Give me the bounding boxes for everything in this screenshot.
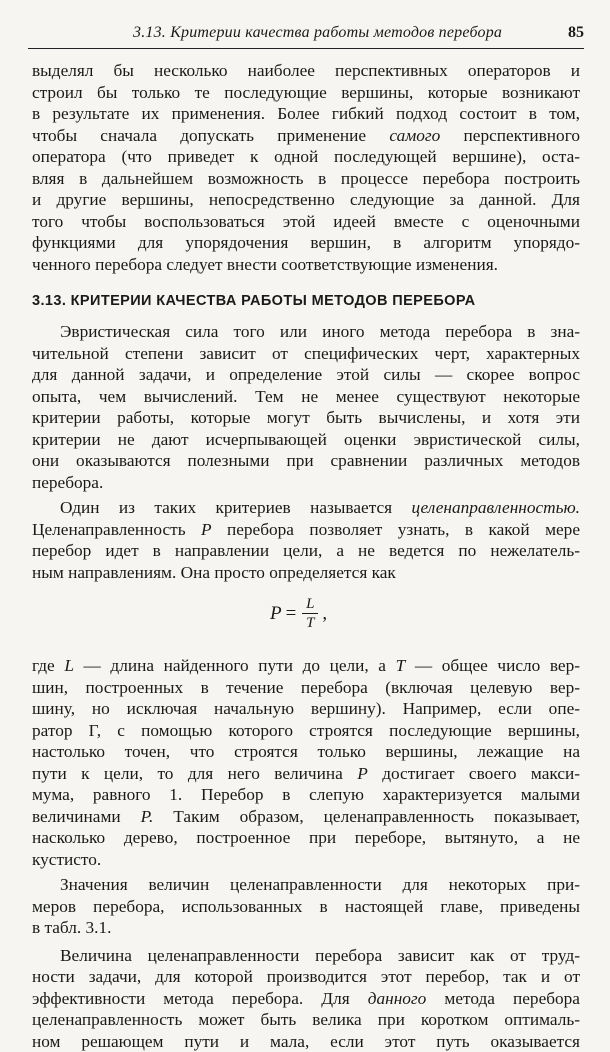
formula-block (32, 583, 580, 645)
text-line: функциями для упорядочения вершин, в алгоритм упорядо- (32, 232, 580, 254)
page-body (32, 60, 580, 1052)
text-line: они оказываются полезными при сравнении различных методов (32, 450, 580, 472)
section-heading: 3.13. КРИТЕРИИ КАЧЕСТВА РАБОТЫ МЕТОДОВ ПЕРЕБОРА (32, 293, 580, 309)
text-line: настолько точен, что строятся только вершины, лежащие на (32, 741, 580, 763)
text-line: чительной степени зависит от специфических черт, характерных (32, 343, 580, 365)
paragraph-heuristic-power (32, 321, 580, 493)
text-line: строил бы только те последующие вершины, которые возникают (32, 82, 580, 104)
fraction: $\frac{L}{T}$ (302, 595, 318, 632)
text-line: вляя в дальнейшем возможность в процессе перебора построить (32, 168, 580, 190)
text-line: Один из таких критериев называется целенаправленностью. (32, 497, 580, 519)
text-line: меров перебора, использованных в настоящей главе, приведены (32, 896, 580, 918)
text-line: ности задачи, для которой производится этот перебор, так и от (32, 966, 580, 988)
text-line: кустисто. (32, 849, 580, 871)
text-line: в табл. 3.1. (32, 917, 580, 939)
text-line: Целенаправленность P перебора позволяет узнать, в какой мере (32, 519, 580, 541)
text-line: критерии не дают исчерпывающей оценки эвристической силы, (32, 429, 580, 451)
text-line: и другие вершины, непосредственно следующие за данной. Для (32, 189, 580, 211)
text-line: шину, но исключая начальную вершину). Например, если опе- (32, 698, 580, 720)
text-line: в результате их применения. Более гибкий подход состоит в том, (32, 103, 580, 125)
page-number: 85 (568, 24, 584, 42)
paragraph-definition (32, 497, 580, 583)
paragraph-continuation (32, 60, 580, 275)
formula: P = $\frac{L}{T}$ , (270, 595, 327, 632)
text-line: того чтобы воспользоваться этой идеей вместе с оценочными (32, 211, 580, 233)
text-line: Величина целенаправленности перебора зависит как от труд- (32, 945, 580, 967)
text-line: мума, равного 1. Перебор в слепую характеризуется малыми (32, 784, 580, 806)
text-line: ченного перебора следует внести соответствующие изменения. (32, 254, 580, 276)
paragraph-table-ref (32, 874, 580, 939)
emphasis: самого (389, 126, 440, 145)
text-line: чтобы сначала допускать применение самого перспективного (32, 125, 580, 147)
text-line: где L — длина найденного пути до цели, а T — общее число вер- (32, 655, 580, 677)
text-line: критерии работы, которые могут быть вычислены, и хотя эти (32, 407, 580, 429)
text-line: шин, построенных в течение перебора (включая целевую вер- (32, 677, 580, 699)
paragraph-explanation (32, 655, 580, 870)
text-line: ном решающем пути и мала, если этот путь оказывается (32, 1031, 580, 1052)
text-line: Значения величин целенаправленности для некоторых при- (32, 874, 580, 896)
text-line: перебор идет в направлении цели, а не ведется по нежелатель- (32, 540, 580, 562)
paragraph-dependence (32, 945, 580, 1052)
text-line: опыта, чем вычислений. Тем не менее существуют некоторые (32, 386, 580, 408)
term: целенаправленностью. (411, 498, 580, 517)
text-line: целенаправленность может быть велика при коротком оптималь- (32, 1009, 580, 1031)
text-line: эффективности метода перебора. Для данного метода перебора (32, 988, 580, 1010)
text-line: перебора. (32, 472, 580, 494)
running-head: 3.13. Критерии качества работы методов перебора (133, 24, 502, 42)
page-header (28, 18, 584, 49)
text-line: ратор Г, с помощью которого строятся последующие вершины, (32, 720, 580, 742)
text-line: Эвристическая сила того или иного метода перебора в зна- (32, 321, 580, 343)
text-line: величинами P. Таким образом, целенаправленность показывает, (32, 806, 580, 828)
text-line: оператора (что приведет к одной последующей вершине), оста- (32, 146, 580, 168)
text-line: ным направлениям. Она просто определяется как (32, 562, 580, 584)
text-line: пути к цели, то для него величина P достигает своего макси- (32, 763, 580, 785)
text-line: насколько дерево, построенное при переборе, вытянуто, а не (32, 827, 580, 849)
text-line: для данной задачи, и определение этой силы — скорее вопрос (32, 364, 580, 386)
text-line: выделял бы несколько наиболее перспективных операторов и (32, 60, 580, 82)
